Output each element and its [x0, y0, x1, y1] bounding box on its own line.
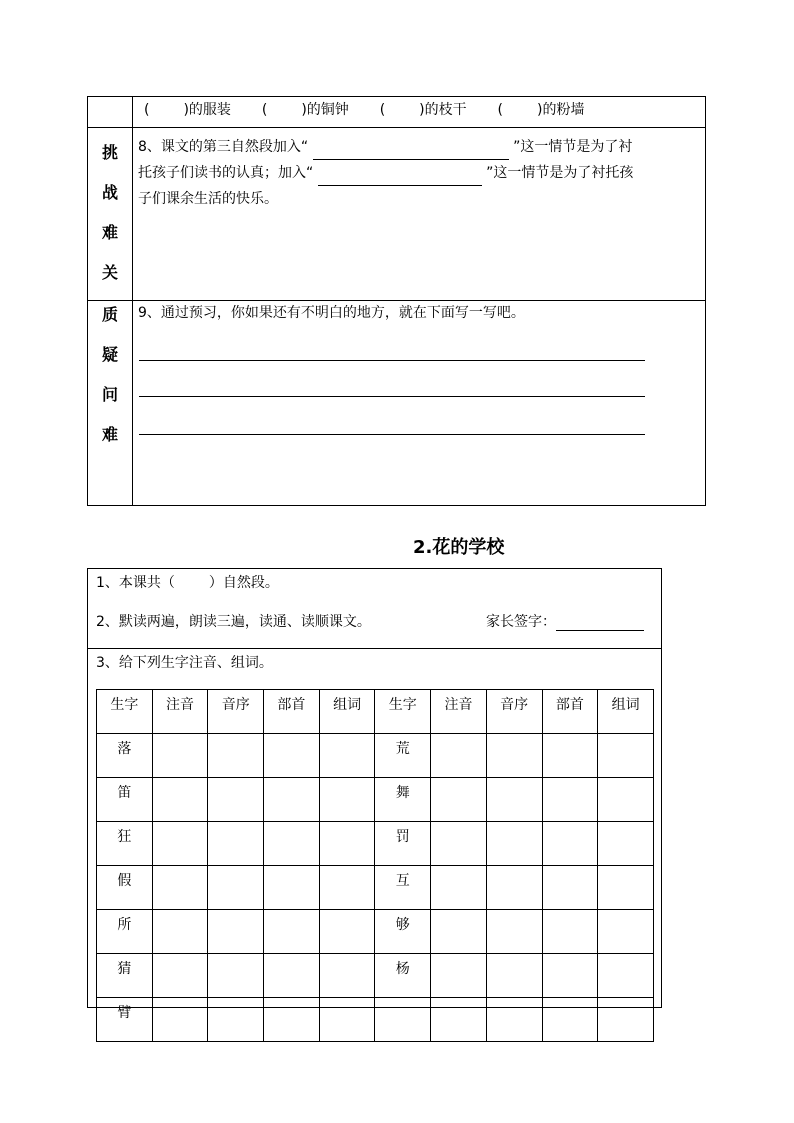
answer-cell[interactable] [598, 866, 654, 910]
grid-header-cell: 注音 [152, 690, 208, 734]
character-cell: 所 [97, 910, 153, 954]
grid-row [97, 822, 654, 866]
answer-cell[interactable] [264, 822, 320, 866]
answer-cell[interactable] [486, 866, 542, 910]
answer-cell[interactable] [152, 910, 208, 954]
q8-text: 8、课文的第三自然段加入“ [138, 139, 309, 155]
character-cell: 猜 [97, 954, 153, 998]
answer-cell[interactable] [208, 910, 264, 954]
answer-cell[interactable] [542, 778, 598, 822]
grid-row [97, 998, 654, 1042]
character-cell: 臂 [97, 998, 153, 1042]
answer-cell[interactable] [431, 954, 487, 998]
label-char: 挑 [101, 143, 118, 162]
question-9: 9、通过预习，你如果还有不明白的地方，就在下面写一写吧。 [138, 305, 525, 321]
character-cell: 够 [375, 910, 431, 954]
answer-cell[interactable] [208, 778, 264, 822]
q8-blank-2[interactable] [318, 169, 482, 186]
answer-cell[interactable] [152, 778, 208, 822]
answer-cell[interactable] [486, 778, 542, 822]
answer-cell[interactable] [319, 866, 375, 910]
answer-cell[interactable] [486, 998, 542, 1042]
grid-header-cell: 音序 [208, 690, 264, 734]
answer-cell[interactable] [598, 998, 654, 1042]
grid-header-cell: 生字 [375, 690, 431, 734]
label-char: 问 [101, 385, 118, 404]
label-char: 关 [101, 263, 118, 282]
parent-signature [486, 611, 644, 631]
answer-cell[interactable] [486, 954, 542, 998]
answer-cell[interactable] [598, 910, 654, 954]
answer-cell[interactable] [152, 998, 208, 1042]
lesson-worksheet-table [87, 568, 662, 1021]
answer-cell[interactable] [208, 734, 264, 778]
q8-blank-1[interactable] [313, 143, 509, 160]
label-char: 疑 [101, 345, 118, 364]
answer-cell[interactable] [264, 954, 320, 998]
q1-text: 1、本课共（ [96, 575, 175, 591]
fill-item[interactable]: ( )的铜钟 [261, 102, 349, 118]
question-section-label [88, 295, 132, 455]
grid-header-cell: 注音 [431, 690, 487, 734]
lesson-title: 2.花的学校 [413, 537, 505, 558]
answer-cell[interactable] [431, 734, 487, 778]
grid-header-cell: 部首 [542, 690, 598, 734]
writing-line[interactable] [139, 434, 645, 435]
answer-cell[interactable] [542, 734, 598, 778]
fill-item[interactable]: ( )的服装 [144, 102, 231, 118]
label-column-divider [132, 97, 133, 505]
character-practice-grid [96, 689, 654, 1042]
parent-signature-label: 家长签字： [486, 614, 556, 630]
character-cell: 互 [375, 866, 431, 910]
answer-cell[interactable] [319, 778, 375, 822]
answer-cell[interactable] [486, 910, 542, 954]
answer-cell[interactable] [431, 778, 487, 822]
grid-row [97, 866, 654, 910]
answer-cell[interactable] [598, 954, 654, 998]
answer-cell[interactable] [264, 998, 320, 1042]
answer-cell[interactable] [431, 866, 487, 910]
character-cell: 罚 [375, 822, 431, 866]
character-cell: 荒 [375, 734, 431, 778]
answer-cell[interactable] [486, 734, 542, 778]
grid-row [97, 734, 654, 778]
answer-cell[interactable] [542, 822, 598, 866]
grid-header-cell: 音序 [486, 690, 542, 734]
grid-header-cell: 生字 [97, 690, 153, 734]
answer-cell[interactable] [208, 866, 264, 910]
answer-cell[interactable] [319, 822, 375, 866]
answer-cell[interactable] [264, 866, 320, 910]
top-worksheet-table [87, 96, 706, 506]
grid-header-cell: 部首 [264, 690, 320, 734]
grid-row [97, 954, 654, 998]
adjective-fill-row [144, 97, 697, 123]
q8-text: ”这一情节是为了衬 [513, 139, 633, 155]
question-8 [138, 134, 697, 212]
question-2: 2、默读两遍，朗读三遍，读通、读顺课文。 [96, 614, 371, 630]
q1-text: ）自然段。 [208, 575, 279, 591]
answer-cell[interactable] [208, 954, 264, 998]
parent-signature-field[interactable] [556, 614, 644, 631]
row-divider [88, 648, 661, 649]
answer-cell[interactable] [152, 822, 208, 866]
grid-header-cell: 组词 [598, 690, 654, 734]
label-char: 战 [101, 183, 118, 202]
label-char: 难 [101, 425, 118, 444]
answer-cell[interactable] [431, 822, 487, 866]
challenge-section-label [88, 133, 132, 293]
answer-cell[interactable] [598, 822, 654, 866]
character-cell [375, 998, 431, 1042]
character-cell: 狂 [97, 822, 153, 866]
answer-cell[interactable] [431, 910, 487, 954]
answer-cell[interactable] [598, 778, 654, 822]
question-3: 3、给下列生字注音、组词。 [96, 655, 273, 671]
character-cell: 杨 [375, 954, 431, 998]
answer-cell[interactable] [208, 822, 264, 866]
writing-line[interactable] [139, 396, 645, 397]
fill-item[interactable]: ( )的粉墙 [497, 102, 585, 118]
label-char: 质 [101, 305, 118, 324]
answer-cell[interactable] [598, 734, 654, 778]
answer-cell[interactable] [319, 998, 375, 1042]
answer-cell[interactable] [542, 910, 598, 954]
answer-cell[interactable] [431, 998, 487, 1042]
answer-cell[interactable] [152, 734, 208, 778]
answer-cell[interactable] [152, 866, 208, 910]
answer-cell[interactable] [319, 734, 375, 778]
grid-row [97, 778, 654, 822]
character-cell: 假 [97, 866, 153, 910]
answer-cell[interactable] [542, 954, 598, 998]
row-divider [88, 127, 705, 128]
writing-line[interactable] [139, 360, 645, 361]
answer-cell[interactable] [542, 998, 598, 1042]
answer-cell[interactable] [486, 822, 542, 866]
answer-cell[interactable] [542, 866, 598, 910]
answer-cell[interactable] [319, 954, 375, 998]
q8-text: 子们课余生活的快乐。 [138, 191, 278, 207]
answer-cell[interactable] [152, 954, 208, 998]
q8-text: 托孩子们读书的认真；加入“ [138, 165, 314, 181]
q8-text: ”这一情节是为了衬托孩 [486, 165, 634, 181]
character-cell: 舞 [375, 778, 431, 822]
label-char: 难 [101, 223, 118, 242]
answer-cell[interactable] [208, 998, 264, 1042]
grid-row [97, 910, 654, 954]
character-cell: 笛 [97, 778, 153, 822]
answer-cell[interactable] [319, 910, 375, 954]
fill-item[interactable]: ( )的枝干 [379, 102, 467, 118]
answer-cell[interactable] [264, 778, 320, 822]
answer-cell[interactable] [264, 910, 320, 954]
answer-cell[interactable] [264, 734, 320, 778]
grid-header-cell: 组词 [319, 690, 375, 734]
question-1 [96, 572, 279, 592]
grid-header-row [97, 690, 654, 734]
character-cell: 落 [97, 734, 153, 778]
